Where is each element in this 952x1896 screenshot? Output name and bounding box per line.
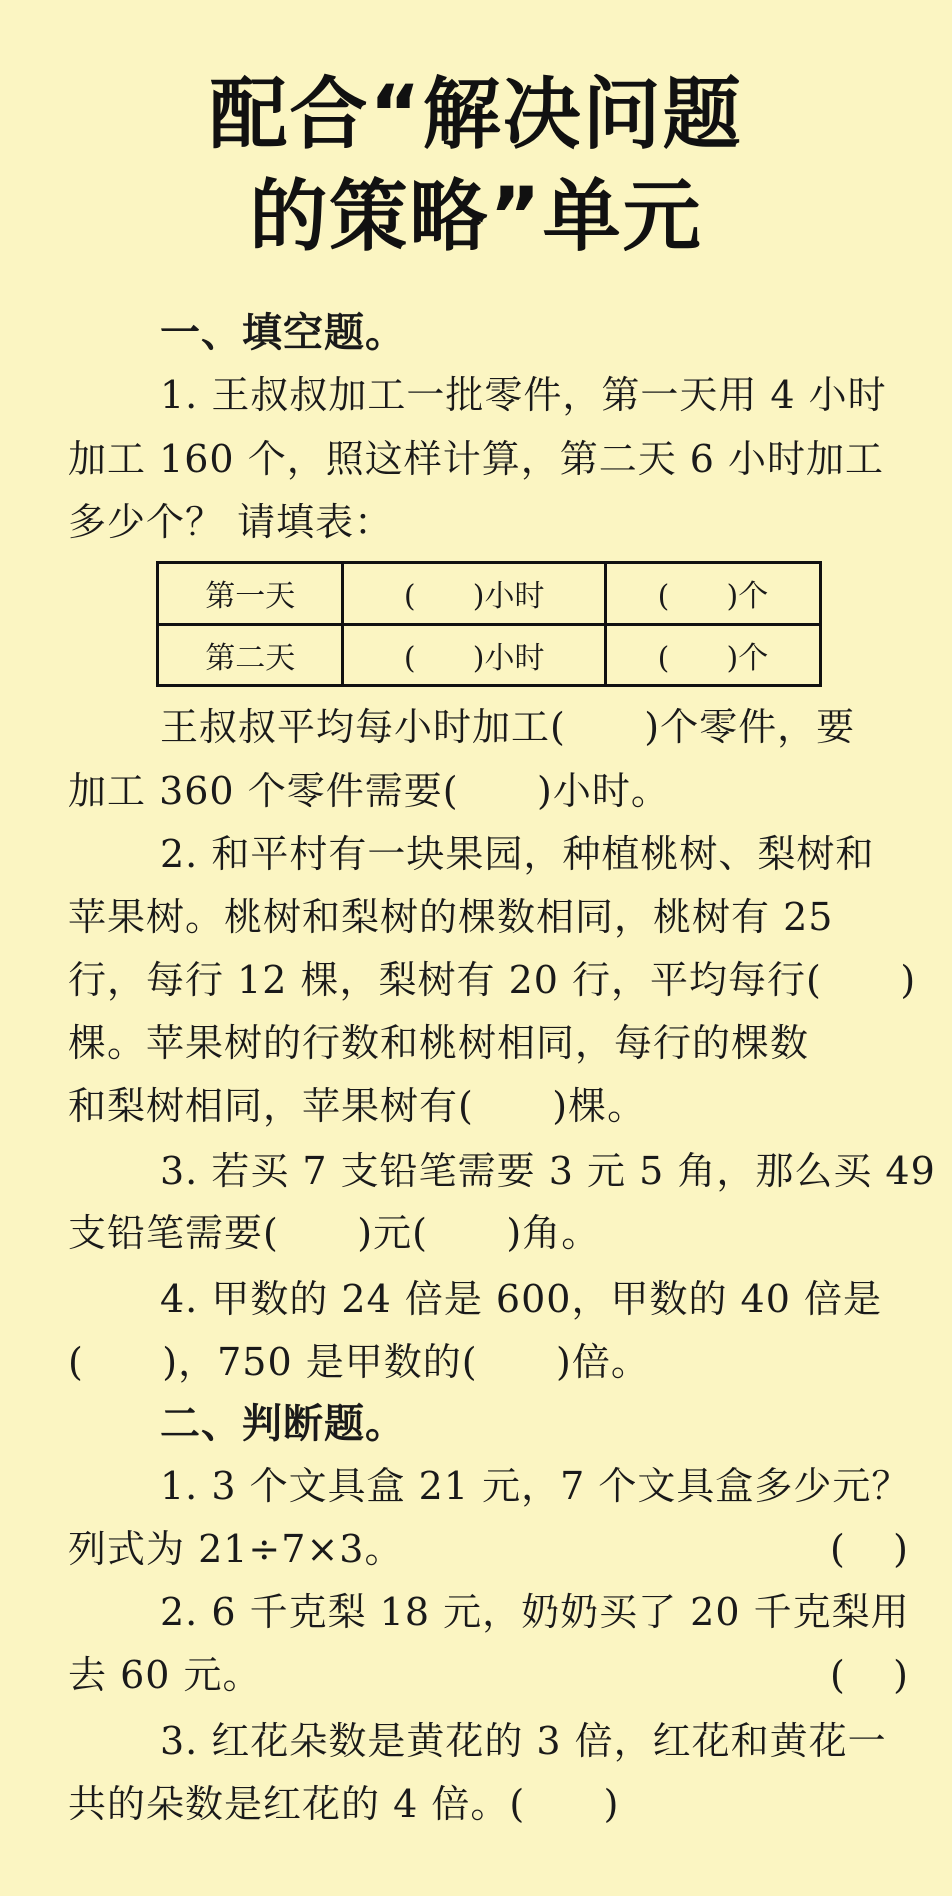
q4-line-1: 4. 甲数的 24 倍是 600，甲数的 40 倍是 [160, 1277, 882, 1321]
tf-q3-line-2: 共的朵数是红花的 4 倍。( ) [68, 1782, 620, 1826]
fill-in-table [156, 561, 822, 687]
q1-line-3: 多少个？ 请填表： [68, 500, 394, 544]
q2-line-2: 苹果树。桃树和梨树的棵数相同，桃树有 25 [68, 895, 834, 939]
table-cell-hours-blank[interactable]: ( )小时 [343, 624, 605, 686]
q3-line-2: 支铅笔需要( )元( )角。 [68, 1211, 601, 1255]
table-cell-count-blank[interactable]: ( )个 [605, 563, 820, 625]
table-cell-day: 第二天 [158, 624, 343, 686]
tf-q1-answer-blank[interactable]: ( ) [830, 1527, 908, 1571]
table-row [158, 624, 821, 686]
q2-line-3: 行，每行 12 棵，梨树有 20 行，平均每行( ) [68, 958, 917, 1002]
table-cell-hours-blank[interactable]: ( )小时 [343, 563, 605, 625]
q1-after-line-1: 王叔叔平均每小时加工( )个零件，要 [160, 705, 856, 749]
tf-q1-line-2: 列式为 21÷7×3。 [68, 1527, 404, 1571]
page-title-line-2: 的策略”单元 [249, 172, 703, 262]
tf-q2-line-1: 2. 6 千克梨 18 元，奶奶买了 20 千克梨用 [160, 1590, 910, 1634]
table-cell-day: 第一天 [158, 563, 343, 625]
tf-q3-line-1: 3. 红花朵数是黄花的 3 倍，红花和黄花一 [160, 1719, 887, 1763]
q2-line-4: 棵。苹果树的行数和桃树相同，每行的棵数 [68, 1021, 810, 1065]
q4-line-2: ( )，750 是甲数的( )倍。 [68, 1340, 650, 1384]
q3-line-1: 3. 若买 7 支铅笔需要 3 元 5 角，那么买 49 [160, 1149, 936, 1193]
q2-line-5: 和梨树相同，苹果树有( )棵。 [68, 1084, 647, 1128]
tf-q2-answer-blank[interactable]: ( ) [830, 1653, 908, 1697]
q1-line-2: 加工 160 个，照这样计算，第二天 6 小时加工 [68, 437, 885, 481]
page-title-line-1: 配合“解决问题 [209, 70, 743, 160]
section-heading-true-false: 二、判断题。 [160, 1401, 406, 1447]
tf-q2-line-2: 去 60 元。 [68, 1653, 262, 1697]
section-heading-fill-blank: 一、填空题。 [160, 310, 406, 356]
table-cell-count-blank[interactable]: ( )个 [605, 624, 820, 686]
tf-q1-line-1: 1. 3 个文具盒 21 元，7 个文具盒多少元？ [160, 1464, 911, 1508]
q1-line-1: 1. 王叔叔加工一批零件，第一天用 4 小时 [160, 373, 887, 417]
q1-after-line-2: 加工 360 个零件需要( )小时。 [68, 769, 670, 813]
q2-line-1: 2. 和平村有一块果园，种植桃树、梨树和 [160, 832, 875, 876]
table-row [158, 563, 821, 625]
